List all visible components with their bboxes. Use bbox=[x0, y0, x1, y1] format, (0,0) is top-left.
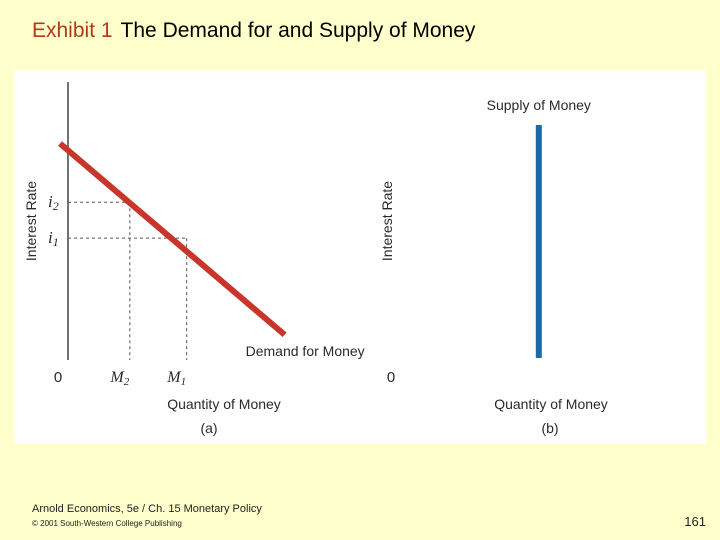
quantity-tick-label-M2-subscript: 2 bbox=[123, 376, 130, 388]
chart-panel-b bbox=[379, 97, 608, 436]
quantity-tick-label-M1-subscript: 1 bbox=[180, 376, 187, 388]
footer-source: Arnold Economics, 5e / Ch. 15 Monetary Policy bbox=[32, 503, 262, 515]
y-axis-label-b: Interest Rate bbox=[379, 180, 395, 262]
x-axis-label-a: Quantity of Money bbox=[167, 396, 281, 412]
series-group-a bbox=[60, 144, 365, 359]
slide-title bbox=[32, 18, 475, 44]
series-group-b bbox=[487, 97, 591, 358]
rate-tick-label-i2 bbox=[48, 192, 59, 213]
rate-tick-label-i2-subscript: 2 bbox=[52, 199, 59, 214]
chart-panel-a bbox=[23, 82, 365, 436]
guide-lines-a bbox=[48, 192, 187, 388]
quantity-tick-label-M1 bbox=[166, 369, 186, 388]
exhibit-title: The Demand for and Supply of Money bbox=[120, 19, 476, 42]
y-axis-label-a: Interest Rate bbox=[23, 180, 39, 262]
x-axis-label-b: Quantity of Money bbox=[494, 396, 608, 412]
page-number: 161 bbox=[684, 514, 706, 529]
origin-label-b: 0 bbox=[386, 369, 396, 386]
supply-line-label: Supply of Money bbox=[486, 97, 591, 113]
quantity-tick-label-M2 bbox=[109, 369, 129, 388]
panel-label-a: (a) bbox=[200, 420, 218, 436]
footer-copyright: © 2001 South-Western College Publishing bbox=[32, 519, 182, 528]
rate-tick-label-i2-main: i bbox=[48, 192, 53, 212]
demand-curve bbox=[60, 144, 285, 335]
panel-label-b: (b) bbox=[541, 420, 559, 436]
rate-tick-label-i1-subscript: 1 bbox=[52, 235, 59, 250]
rate-tick-label-i1 bbox=[48, 228, 59, 249]
quantity-tick-label-M1-main: M bbox=[167, 369, 181, 386]
chart-panel bbox=[14, 70, 706, 444]
quantity-tick-label-M2-main: M bbox=[110, 369, 124, 386]
demand-curve-label: Demand for Money bbox=[245, 342, 365, 359]
origin-label-a: 0 bbox=[53, 369, 63, 386]
rate-tick-label-i1-main: i bbox=[48, 228, 53, 248]
chart-svg bbox=[14, 70, 706, 444]
exhibit-label: Exhibit 1 bbox=[32, 19, 113, 42]
